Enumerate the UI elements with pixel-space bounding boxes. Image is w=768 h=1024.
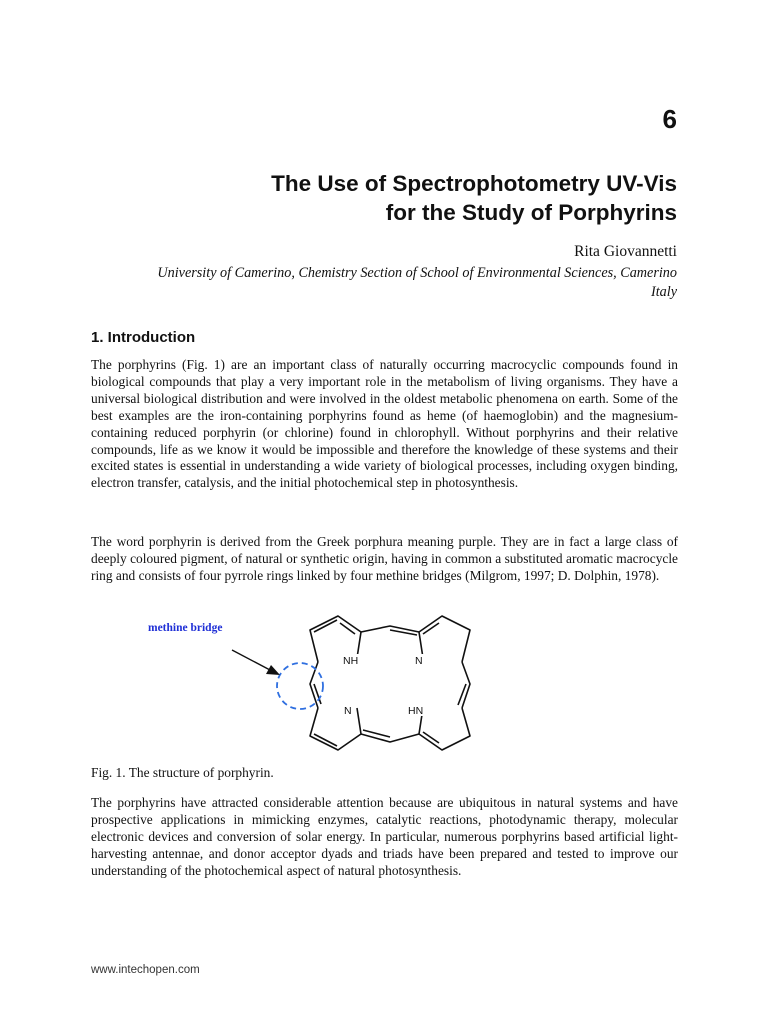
footer-url: www.intechopen.com bbox=[91, 964, 200, 976]
annotation-arrowhead bbox=[266, 665, 280, 675]
body-paragraph: The porphyrins have attracted considerable attention because are ubiquitous in natural systems and have prospective applications in mimicking enzymes, catalytic reactions, photodynamic therapy, molecular electronic devices and conversion of solar energy. In particular, numerous porphyrins based artificial light-harvesting antennae, and donor acceptor dyads and triads have been prepared and tested to improve our understanding of the photochemical aspect of natural photosynthesis. bbox=[91, 795, 678, 878]
body-paragraph: The porphyrins (Fig. 1) are an important class of naturally occurring macrocyclic compounds found in biological compounds that play a very important role in the metabolism of living organisms. They have a universal biological distribution and were involved in the oldest metabolic phenomena on earth. Some of the best examples are the iron-containing porphyrins found as heme (of haemoglobin) and the magnesium-containing reduced porphyrin (or chlorine) found in chlorophyll. Without porphyrins and their relative compounds, life as we know it would be impossible and therefore the knowledge of these systems and their excited states is essential in understanding a wide variety of biological processes, including oxygen binding, electron transfer, catalysis, and the initial photochemical step in photosynthesis. bbox=[91, 357, 678, 491]
porphyrin-structure-figure bbox=[140, 604, 480, 762]
atom-label-hn: HN bbox=[408, 705, 424, 717]
body-paragraph: The word porphyrin is derived from the Greek porphura meaning purple. They are in fact a large class of deeply coloured pigment, of natural or synthetic origin, having in common a substituted aromatic macrocycle ring and consists of four pyrrole rings linked by four methine bridges (Milgrom, 1997; D. Dolphin, 1978). bbox=[91, 534, 678, 583]
methine-bridge-bottom bbox=[361, 734, 419, 742]
atom-label-n: N bbox=[415, 655, 423, 667]
affiliation-line: Italy bbox=[651, 284, 677, 300]
chapter-number: 6 bbox=[662, 104, 677, 134]
affiliation-line: University of Camerino, Chemistry Section of School of Environmental Sciences, Camerino bbox=[157, 265, 677, 281]
annotation-arrow bbox=[232, 650, 270, 670]
pyrrole-ring-top-right bbox=[419, 616, 470, 662]
chapter-title bbox=[117, 169, 677, 227]
atom-label-n: N bbox=[344, 705, 352, 717]
author-affiliation bbox=[91, 264, 677, 302]
chapter-title-line: for the Study of Porphyrins bbox=[385, 200, 677, 225]
author-name: Rita Giovannetti bbox=[574, 243, 677, 260]
figure-caption: Fig. 1. The structure of porphyrin. bbox=[91, 765, 274, 780]
section-heading: 1. Introduction bbox=[91, 329, 196, 346]
methine-bridge-top bbox=[361, 626, 419, 632]
chapter-title-line: The Use of Spectrophotometry UV-Vis bbox=[271, 171, 677, 196]
methine-bridge-label: methine bridge bbox=[148, 622, 223, 634]
atom-label-nh: NH bbox=[343, 655, 359, 667]
